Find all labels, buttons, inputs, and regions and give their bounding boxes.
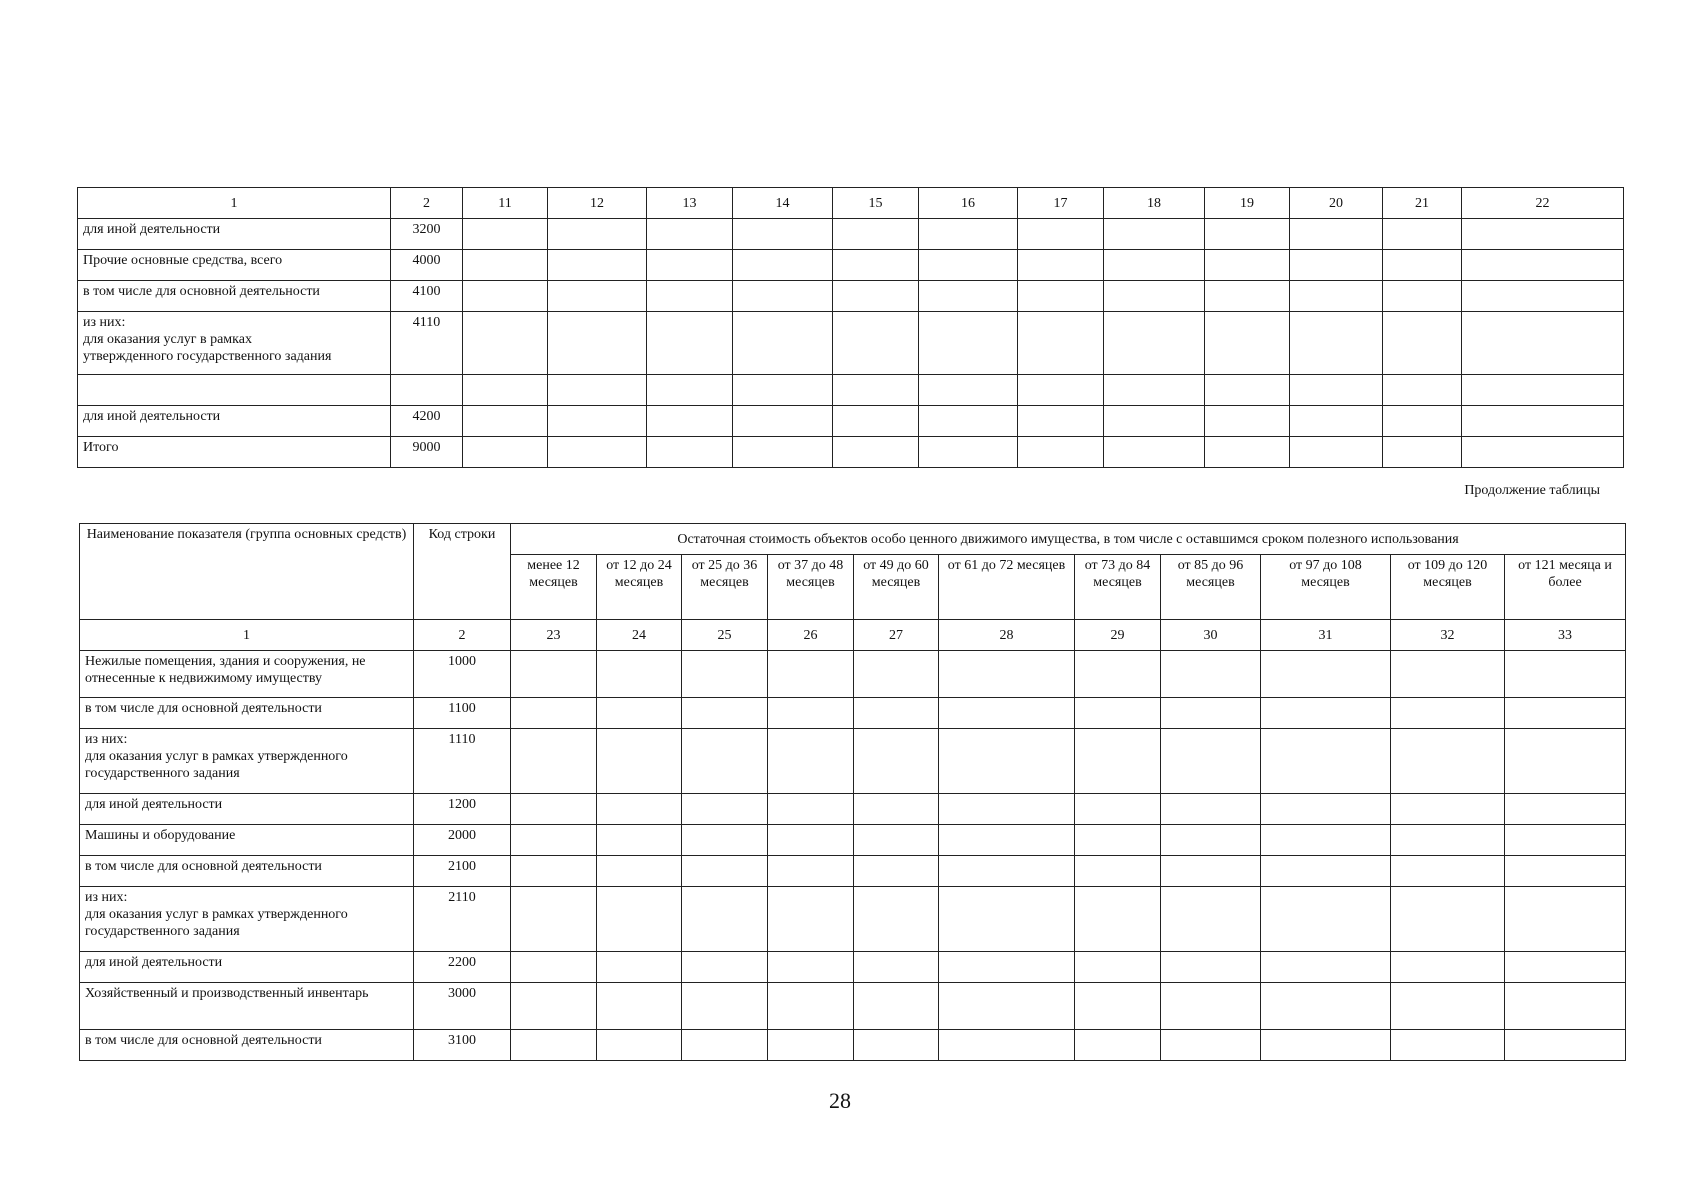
data-cell [1205,281,1290,312]
data-cell [1161,887,1261,952]
data-cell [768,729,854,794]
data-cell [733,219,833,250]
data-cell [597,698,682,729]
data-cell [939,825,1075,856]
data-cell [1261,794,1391,825]
data-cell [1261,729,1391,794]
table-row [80,1030,1626,1061]
data-cell [463,312,548,375]
row-code: 1110 [414,729,511,794]
data-cell [647,281,733,312]
data-cell [768,856,854,887]
data-cell [1161,825,1261,856]
data-cell [1018,281,1104,312]
data-cell [1391,698,1505,729]
data-cell [1290,312,1383,375]
table-number-row [80,620,1626,651]
data-cell [833,281,919,312]
data-cell [1290,406,1383,437]
data-cell [1383,375,1462,406]
data-cell [1161,651,1261,698]
table-row [80,887,1626,952]
data-cell [1075,887,1161,952]
table-row [80,698,1626,729]
number-cell: 30 [1161,620,1261,651]
data-cell [1290,375,1383,406]
data-cell [854,983,939,1030]
data-cell [1205,219,1290,250]
data-cell [768,887,854,952]
data-cell [597,794,682,825]
table-continuation-top [77,187,1624,468]
data-cell [833,375,919,406]
data-cell [733,250,833,281]
data-cell [1018,250,1104,281]
data-cell [1018,312,1104,375]
header-cell: 15 [833,188,919,219]
data-cell [597,952,682,983]
table-row [78,219,1624,250]
data-cell [768,794,854,825]
data-cell [1104,437,1205,468]
table-header-row [80,524,1626,555]
subheader-cell: менее 12 месяцев [511,555,597,620]
table-row [80,794,1626,825]
data-cell [1391,887,1505,952]
header-cell: 20 [1290,188,1383,219]
data-cell [768,983,854,1030]
row-code: 2000 [414,825,511,856]
data-cell [833,437,919,468]
data-cell [1075,794,1161,825]
data-cell [1505,856,1626,887]
data-cell [1075,983,1161,1030]
data-cell [548,406,647,437]
row-code: 2200 [414,952,511,983]
row-name: Прочие основные средства, всего [78,250,391,281]
data-cell [1075,729,1161,794]
row-code: 4200 [391,406,463,437]
row-name: Машины и оборудование [80,825,414,856]
data-cell [682,952,768,983]
data-cell [733,406,833,437]
row-name: для иной деятельности [80,794,414,825]
group-header: Остаточная стоимость объектов особо ценного движимого имущества, в том числе с оставшимся сроком полезного использования [511,524,1626,555]
row-code: 4000 [391,250,463,281]
subheader-cell: от 109 до 120 месяцев [1391,555,1505,620]
data-cell [1161,794,1261,825]
subheader-cell: от 97 до 108 месяцев [1261,555,1391,620]
data-cell [1261,651,1391,698]
data-cell [597,651,682,698]
data-cell [854,698,939,729]
continuation-label: Продолжение таблицы [1464,483,1600,498]
data-cell [597,856,682,887]
data-cell [1104,375,1205,406]
data-cell [1391,651,1505,698]
data-cell [1104,281,1205,312]
data-cell [854,825,939,856]
data-cell [833,312,919,375]
subheader-cell: от 37 до 48 месяцев [768,555,854,620]
data-cell [768,651,854,698]
row-name: из них: для оказания услуг в рамках утвержденного государственного задания [80,729,414,794]
data-cell [919,375,1018,406]
data-cell [647,375,733,406]
data-cell [647,250,733,281]
data-cell [768,1030,854,1061]
data-cell [1261,856,1391,887]
row-code: 3000 [414,983,511,1030]
data-cell [1505,651,1626,698]
data-cell [939,952,1075,983]
row-code: 1200 [414,794,511,825]
data-cell [919,219,1018,250]
row-code [391,375,463,406]
table-row [78,375,1624,406]
data-cell [1391,983,1505,1030]
data-cell [597,825,682,856]
data-cell [647,437,733,468]
data-cell [833,250,919,281]
col-name-header: Наименование показателя (группа основных средств) [80,524,414,620]
data-cell [647,219,733,250]
data-cell [1462,219,1624,250]
row-name: для иной деятельности [80,952,414,983]
data-cell [597,887,682,952]
data-cell [768,825,854,856]
table-row [80,983,1626,1030]
subheader-cell: от 121 месяца и более [1505,555,1626,620]
data-cell [1104,250,1205,281]
data-cell [1205,406,1290,437]
data-cell [1261,952,1391,983]
row-code: 9000 [391,437,463,468]
data-cell [511,1030,597,1061]
data-cell [1018,406,1104,437]
data-cell [1505,698,1626,729]
data-cell [854,729,939,794]
data-cell [1075,952,1161,983]
data-cell [1104,406,1205,437]
row-name: из них: для оказания услуг в рамках утвержденного государственного задания [78,312,391,375]
data-cell [939,983,1075,1030]
header-cell: 21 [1383,188,1462,219]
row-code: 2110 [414,887,511,952]
data-cell [1383,437,1462,468]
data-cell [1290,281,1383,312]
row-code: 1000 [414,651,511,698]
row-name [78,375,391,406]
data-cell [511,794,597,825]
data-cell [511,729,597,794]
number-cell: 29 [1075,620,1161,651]
data-cell [682,825,768,856]
number-cell: 26 [768,620,854,651]
header-cell: 14 [733,188,833,219]
subheader-cell: от 49 до 60 месяцев [854,555,939,620]
data-cell [682,651,768,698]
data-cell [682,856,768,887]
col-code-header: Код строки [414,524,511,620]
data-cell [1075,856,1161,887]
subheader-cell: от 85 до 96 месяцев [1161,555,1261,620]
data-cell [1161,952,1261,983]
data-cell [733,312,833,375]
data-cell [682,1030,768,1061]
data-cell [733,375,833,406]
data-cell [1383,281,1462,312]
data-cell [768,952,854,983]
data-cell [1205,312,1290,375]
data-cell [833,219,919,250]
header-cell: 17 [1018,188,1104,219]
data-cell [1505,729,1626,794]
data-cell [919,312,1018,375]
data-cell [919,281,1018,312]
header-cell: 2 [391,188,463,219]
row-name: в том числе для основной деятельности [80,1030,414,1061]
table-row [80,825,1626,856]
data-cell [1161,856,1261,887]
subheader-cell: от 25 до 36 месяцев [682,555,768,620]
row-name: в том числе для основной деятельности [80,698,414,729]
row-code: 4110 [391,312,463,375]
data-cell [1462,437,1624,468]
data-cell [1505,952,1626,983]
data-cell [1290,219,1383,250]
data-cell [682,698,768,729]
data-cell [1505,825,1626,856]
header-cell: 16 [919,188,1018,219]
data-cell [511,856,597,887]
header-cell: 1 [78,188,391,219]
data-cell [597,729,682,794]
data-cell [1462,406,1624,437]
data-cell [854,794,939,825]
data-cell [919,250,1018,281]
data-cell [1104,219,1205,250]
data-cell [1505,1030,1626,1061]
data-cell [1205,250,1290,281]
data-cell [548,250,647,281]
table-header-row [78,188,1624,219]
row-name: для иной деятельности [78,219,391,250]
row-name: из них: для оказания услуг в рамках утвержденного государственного задания [80,887,414,952]
data-cell [1075,1030,1161,1061]
table-row [78,312,1624,375]
subheader-cell: от 12 до 24 месяцев [597,555,682,620]
number-cell: 24 [597,620,682,651]
data-cell [647,406,733,437]
row-name: Нежилые помещения, здания и сооружения, не отнесенные к недвижимому имуществу [80,651,414,698]
data-cell [1383,312,1462,375]
data-cell [511,887,597,952]
data-cell [733,281,833,312]
data-cell [682,887,768,952]
data-cell [1462,312,1624,375]
number-cell: 2 [414,620,511,651]
header-cell: 11 [463,188,548,219]
table-row [78,437,1624,468]
data-cell [1205,375,1290,406]
data-cell [463,219,548,250]
data-cell [1018,219,1104,250]
data-cell [919,437,1018,468]
data-cell [1161,1030,1261,1061]
data-cell [939,856,1075,887]
header-cell: 13 [647,188,733,219]
data-cell [1075,698,1161,729]
data-cell [1391,1030,1505,1061]
row-code: 1100 [414,698,511,729]
row-code: 3200 [391,219,463,250]
data-cell [463,406,548,437]
data-cell [854,856,939,887]
data-cell [682,983,768,1030]
data-cell [854,651,939,698]
data-cell [511,698,597,729]
header-cell: 12 [548,188,647,219]
page-number: 28 [829,1088,851,1113]
data-cell [1018,437,1104,468]
row-name: для иной деятельности [78,406,391,437]
data-cell [768,698,854,729]
number-cell: 23 [511,620,597,651]
data-cell [939,887,1075,952]
data-cell [833,406,919,437]
data-cell [463,281,548,312]
data-cell [597,983,682,1030]
table-row [78,250,1624,281]
data-cell [1290,437,1383,468]
data-cell [463,250,548,281]
header-cell: 22 [1462,188,1624,219]
data-cell [939,698,1075,729]
number-cell: 25 [682,620,768,651]
data-cell [1161,698,1261,729]
table-row [80,952,1626,983]
data-cell [1261,983,1391,1030]
data-cell [1383,406,1462,437]
data-cell [1383,219,1462,250]
data-cell [939,729,1075,794]
row-name: Итого [78,437,391,468]
data-cell [1261,1030,1391,1061]
data-cell [511,651,597,698]
data-cell [939,1030,1075,1061]
number-cell: 1 [80,620,414,651]
table-row [78,406,1624,437]
data-cell [1391,729,1505,794]
table-residual-value [79,523,1626,1061]
data-cell [548,437,647,468]
data-cell [919,406,1018,437]
data-cell [1161,983,1261,1030]
data-cell [511,983,597,1030]
data-cell [1391,856,1505,887]
data-cell [1075,825,1161,856]
row-code: 4100 [391,281,463,312]
number-cell: 32 [1391,620,1505,651]
row-name: в том числе для основной деятельности [78,281,391,312]
table-row [80,729,1626,794]
data-cell [463,375,548,406]
data-cell [854,1030,939,1061]
row-name: Хозяйственный и производственный инвентарь [80,983,414,1030]
data-cell [1505,983,1626,1030]
data-cell [854,887,939,952]
data-cell [1261,887,1391,952]
data-cell [682,729,768,794]
data-cell [1161,729,1261,794]
subheader-cell: от 73 до 84 месяцев [1075,555,1161,620]
data-cell [511,952,597,983]
data-cell [548,219,647,250]
number-cell: 28 [939,620,1075,651]
data-cell [548,375,647,406]
data-cell [1018,375,1104,406]
data-cell [1462,281,1624,312]
row-code: 2100 [414,856,511,887]
data-cell [1205,437,1290,468]
header-cell: 18 [1104,188,1205,219]
data-cell [1462,375,1624,406]
row-code: 3100 [414,1030,511,1061]
data-cell [733,437,833,468]
table-row [78,281,1624,312]
data-cell [1104,312,1205,375]
row-name: в том числе для основной деятельности [80,856,414,887]
data-cell [1462,250,1624,281]
data-cell [548,312,647,375]
number-cell: 33 [1505,620,1626,651]
table-row [80,856,1626,887]
data-cell [511,825,597,856]
table-row [80,651,1626,698]
data-cell [1261,698,1391,729]
data-cell [939,651,1075,698]
data-cell [463,437,548,468]
data-cell [1391,794,1505,825]
number-cell: 27 [854,620,939,651]
data-cell [1391,825,1505,856]
data-cell [1383,250,1462,281]
header-cell: 19 [1205,188,1290,219]
subheader-cell: от 61 до 72 месяцев [939,555,1075,620]
data-cell [1505,887,1626,952]
data-cell [1261,825,1391,856]
data-cell [1505,794,1626,825]
data-cell [1391,952,1505,983]
data-cell [939,794,1075,825]
data-cell [682,794,768,825]
data-cell [1075,651,1161,698]
data-cell [548,281,647,312]
number-cell: 31 [1261,620,1391,651]
data-cell [854,952,939,983]
data-cell [1290,250,1383,281]
data-cell [597,1030,682,1061]
data-cell [647,312,733,375]
